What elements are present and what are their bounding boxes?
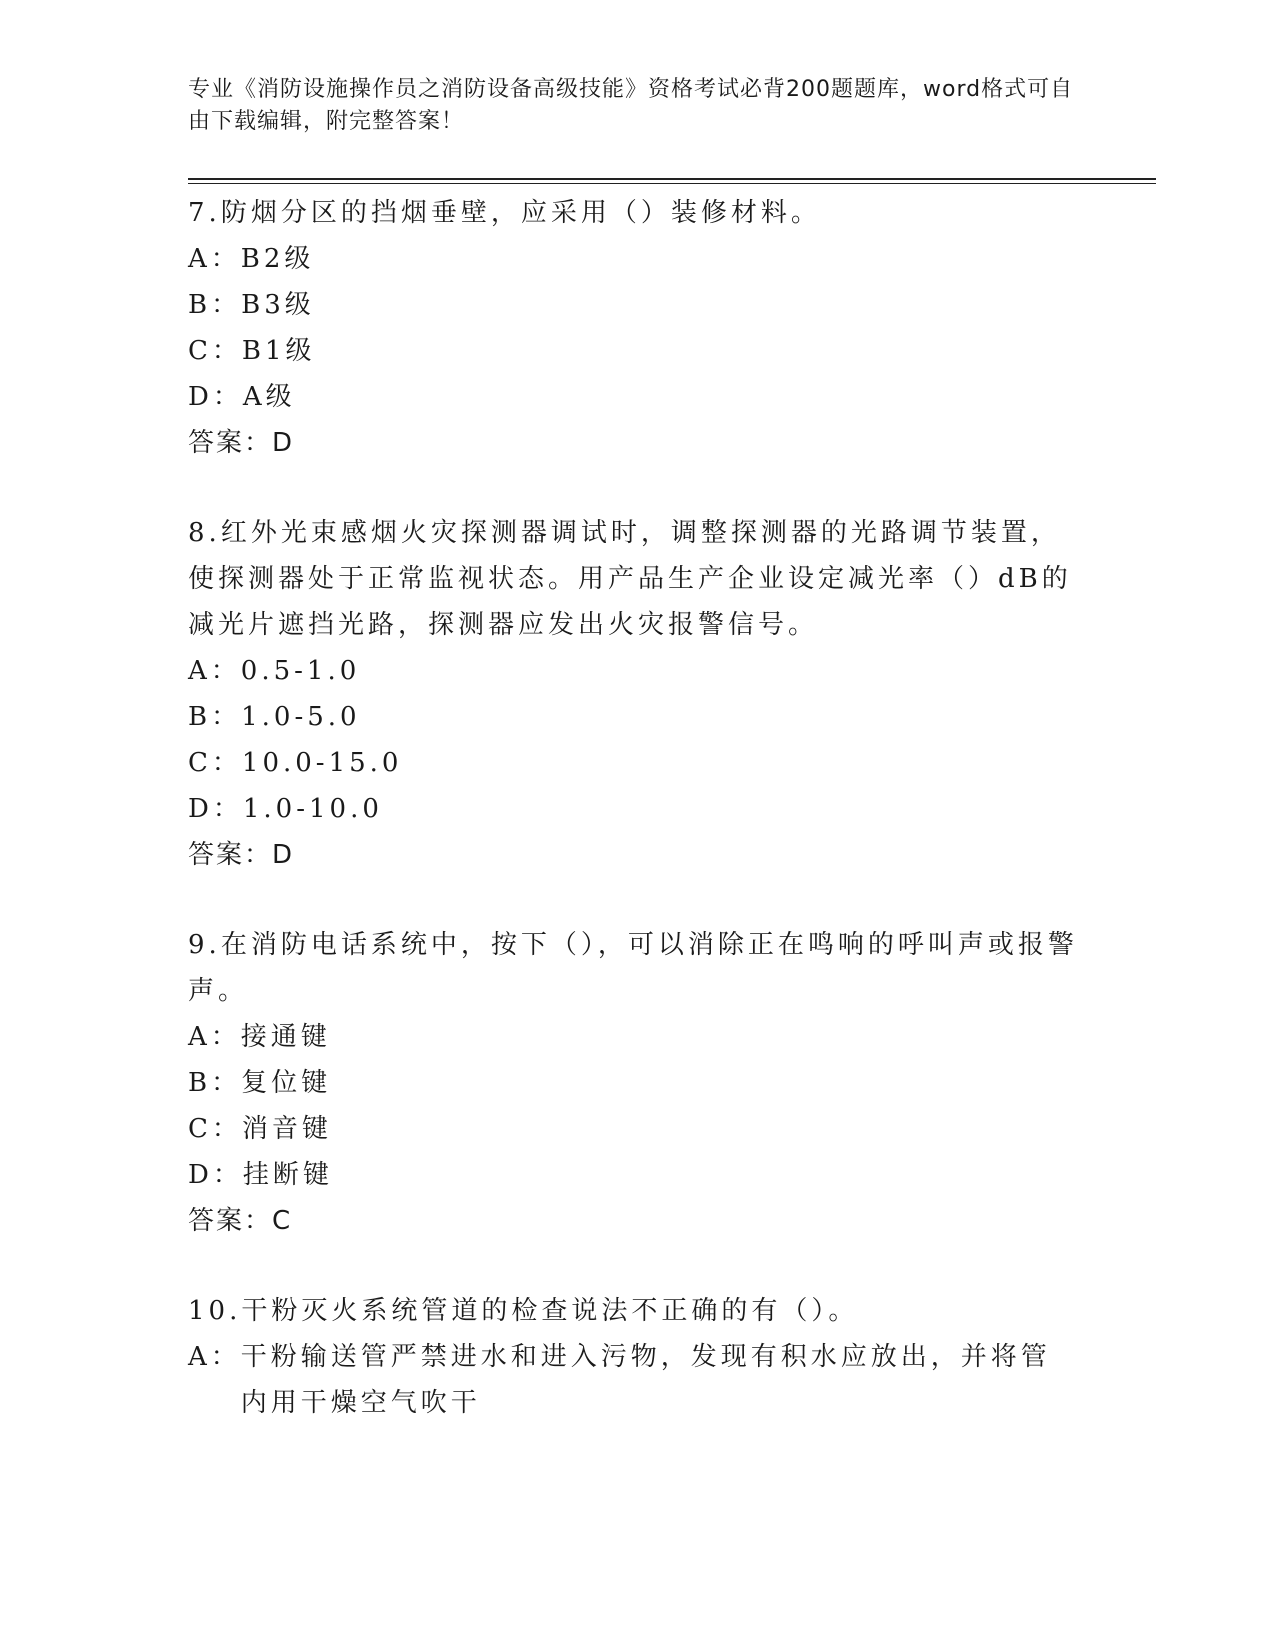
question-text — [188, 922, 1078, 1014]
answer-line — [188, 420, 1078, 466]
option-text: A级 — [242, 382, 296, 412]
question-number: 8. — [188, 518, 221, 548]
answer-label: 答案： — [188, 1206, 273, 1236]
option-key: D： — [188, 794, 243, 824]
answer-line — [188, 1198, 1078, 1244]
question-8 — [188, 510, 1078, 878]
option-d — [188, 374, 1078, 420]
option-text: B1级 — [241, 336, 316, 366]
option-text: 1.0-10.0 — [242, 794, 383, 824]
question-body: 干粉灭火系统管道的检查说法不正确的有（）。 — [241, 1296, 859, 1326]
option-key: C： — [188, 1114, 242, 1144]
option-key: C： — [188, 748, 242, 778]
question-10 — [188, 1288, 1078, 1426]
answer-value: D — [272, 428, 295, 458]
option-b — [188, 1060, 1078, 1106]
option-b — [188, 282, 1078, 328]
option-d — [188, 786, 1078, 832]
answer-label: 答案： — [188, 428, 273, 458]
option-a — [188, 236, 1078, 282]
option-text: B3级 — [241, 290, 315, 320]
option-key: A： — [188, 656, 241, 686]
option-text: 0.5-1.0 — [240, 656, 361, 686]
document-header: 专业《消防设施操作员之消防设备高级技能》资格考试必背200题题库，word格式可自由下载编辑，附完整答案！ — [188, 77, 1074, 134]
header-divider-thin — [188, 183, 1156, 184]
option-a — [188, 1334, 1078, 1426]
option-key: A： — [188, 244, 241, 274]
option-text: 消音键 — [241, 1114, 332, 1144]
option-text: 复位键 — [241, 1068, 332, 1098]
question-9 — [188, 922, 1078, 1244]
question-text — [188, 1288, 1078, 1334]
header-divider-thick — [188, 178, 1156, 180]
option-a — [188, 648, 1078, 694]
option-key: B： — [188, 1068, 242, 1098]
question-number: 7. — [188, 198, 221, 228]
question-7 — [188, 190, 1078, 466]
answer-value: C — [272, 1206, 293, 1236]
option-key: D： — [188, 382, 243, 412]
option-text: 1.0-5.0 — [241, 702, 361, 732]
option-text: 10.0-15.0 — [241, 748, 403, 778]
question-text — [188, 510, 1078, 648]
option-key: B： — [188, 290, 242, 320]
option-text: 挂断键 — [242, 1160, 333, 1190]
option-key: A： — [188, 1342, 241, 1372]
option-key: A： — [188, 1022, 241, 1052]
question-text — [188, 190, 1078, 236]
option-c — [188, 328, 1078, 374]
option-text: 干粉输送管严禁进水和进入污物，发现有积水应放出，并将管内用干燥空气吹干 — [240, 1342, 1051, 1418]
question-body: 在消防电话系统中，按下（），可以消除正在鸣响的呼叫声或报警声。 — [188, 930, 1078, 1006]
option-b — [188, 694, 1078, 740]
option-c — [188, 740, 1078, 786]
option-text: B2级 — [240, 244, 315, 274]
option-key: C： — [188, 336, 242, 366]
question-number: 9. — [188, 930, 221, 960]
answer-line — [188, 832, 1078, 878]
option-key: D： — [188, 1160, 243, 1190]
option-a — [188, 1014, 1078, 1060]
question-body: 红外光束感烟火灾探测器调试时，调整探测器的光路调节装置，使探测器处于正常监视状态。用产品生产企业设定减光率（）dB的减光片遮挡光路，探测器应发出火灾报警信号。 — [188, 518, 1072, 640]
option-key: B： — [188, 702, 242, 732]
question-number: 10. — [188, 1296, 242, 1326]
option-text: 接通键 — [240, 1022, 331, 1052]
option-d — [188, 1152, 1078, 1198]
option-c — [188, 1106, 1078, 1152]
question-body: 防烟分区的挡烟垂壁，应采用（）装修材料。 — [220, 198, 821, 228]
answer-value: D — [272, 840, 295, 870]
answer-label: 答案： — [188, 840, 273, 870]
question-list — [188, 190, 1078, 1470]
